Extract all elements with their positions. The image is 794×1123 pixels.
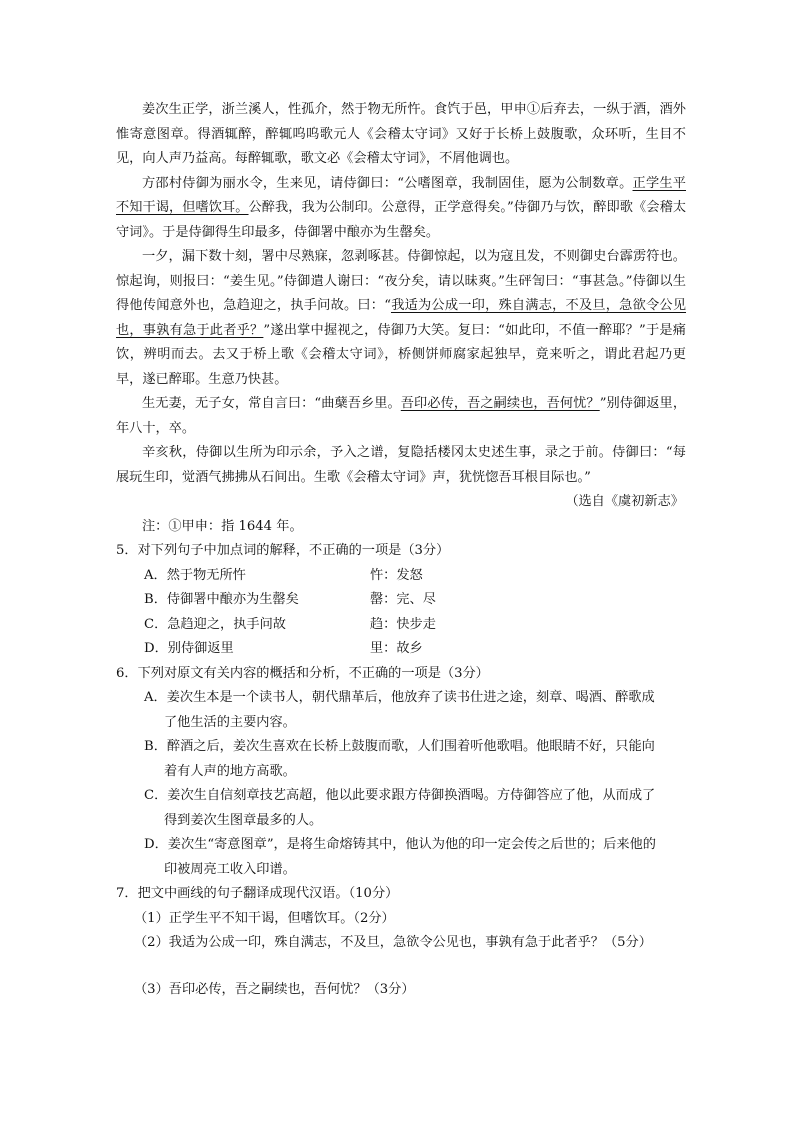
paragraph-4-text-a: 生无妻，无子女，常自言曰：“曲蘖吾乡里。 (142, 396, 401, 411)
q6-option-c-line-2: 得到姜次生图章最多的人。 (164, 812, 323, 828)
q5-option-c (116, 613, 686, 638)
paragraph-2-text-b: 公醉我，我为公制印。公意得，正学意得矣。”侍御乃与饮，醉即歌《会稽太守词》。于是侍御得生印最多，侍御署中酿亦为生罄矣。 (116, 200, 687, 240)
q7-sentence-2: （2）我适为公成一印，殊自满志，不及旦，急欲令公见也，事孰有急于此者乎？（5分） (134, 935, 652, 950)
q6-option-d-line-1: D．姜次生“寄意图章”，是将生命熔铸其中，他认为他的印一定会传之后世的；后来他的 (144, 837, 656, 852)
footnote: 注：①甲申：指 1644 年。 (142, 518, 303, 534)
q5-option-d-gloss: 里：故乡 (370, 641, 423, 656)
q5-option-b (116, 588, 686, 613)
source-citation: （选自《虞初新志》 (565, 494, 684, 509)
q5-option-c-text: C．急趋迎之，执手问故 (144, 616, 286, 632)
passage-paragraph-1: 姜次生正学，浙兰溪人，性孤介，然于物无所忤。食饩于邑，甲申①后弃去，一纵于酒，酒外惟寄意图章。得酒辄醉，醉辄呜呜歌元人《会稽太守词》又好于长桥上鼓腹歌，众环听，生目不见，向人声乃益高。每醉辄歌，歌文必《会稽太守词》，不屑他调也。 (116, 102, 686, 166)
paragraph-3-text-b: ”遂出掌中握视之，侍御乃大笑。复曰：“如此印，不值一醉耶？”于是痛饮，辨明而去。去又于桥上歌《会稽太守词》，桥侧饼师腐家起独早，竟来听之，谓此君起乃更早，遂已醉耶。生意乃快甚。 (116, 322, 686, 387)
passage-paragraph-4 (116, 392, 686, 441)
paragraph-2-text-a: 方邵村侍御为丽水令，生来见，请侍御曰：“公嗜图章，我制固佳，愿为公制数章。 (142, 175, 633, 191)
q5-option-c-gloss: 趋：快步走 (370, 616, 436, 632)
q6-option-b (116, 735, 686, 784)
underlined-sentence-2: 我适为公成一印，殊自满志，不及旦，急欲令公见也，事孰有急于此者乎？ (116, 298, 687, 338)
question-5-stem: 5．对下列句子中加点词的解释，不正确的一项是（3分） (116, 543, 450, 558)
exam-text (116, 98, 686, 1002)
q5-option-b-gloss: 罄：完、尽 (370, 592, 436, 607)
q7-sentence-3: （3）吾印必传，吾之嗣续也，吾何忧？（3分） (134, 981, 415, 997)
q5-option-d (116, 637, 686, 662)
q5-option-a-gloss: 忤：发怒 (370, 567, 423, 583)
q6-option-c (116, 784, 686, 833)
q5-option-d-text: D．别侍御返里 (144, 641, 234, 656)
q6-option-d-line-2: 印被周亮工收入印谱。 (164, 861, 296, 877)
underlined-sentence-3: 吾印必传，吾之嗣续也，吾何忧？ (400, 396, 600, 411)
underlined-sentence-1: 正学生平不知干谒，但嗜饮耳。 (116, 175, 686, 215)
passage-paragraph-3 (116, 245, 686, 392)
q6-option-d (116, 833, 686, 882)
q5-option-a-text: A．然于物无所忤 (144, 567, 246, 583)
q6-option-b-line-2: 着有人声的地方高歌。 (164, 763, 296, 779)
passage-paragraph-5: 辛亥秋，侍御以生所为印示余，予入之谱，复隐括楼冈太史述生事，录之于前。侍御曰：“每展玩生印，觉酒气拂拂从石间出。生歌《会稽太守词》声，犹恍惚吾耳根目际也。” (116, 445, 686, 485)
q5-option-a (116, 564, 686, 589)
question-7-stem: 7．把文中画线的句子翻译成现代汉语。（10分） (116, 886, 399, 901)
q6-option-a-line-2: 了他生活的主要内容。 (164, 714, 296, 730)
question-6-stem: 6．下列对原文有关内容的概括和分析，不正确的一项是（3分） (116, 665, 489, 681)
paragraph-4-text-b: ”别侍御返里，年八十，卒。 (116, 396, 687, 436)
q6-option-b-line-1: B．醉酒之后，姜次生喜欢在长桥上鼓腹而歌，人们围着听他歌唱。他眼睛不好，只能向 (144, 739, 655, 754)
q6-option-c-line-1: C．姜次生自信刻章技艺高超，他以此要求跟方侍御换酒喝。方侍御答应了他，从而成了 (144, 788, 656, 803)
q7-sentence-1: （1）正学生平不知干谒，但嗜饮耳。（2分） (134, 910, 395, 926)
paragraph-3-text-a: 一夕，漏下数十刻，署中尽熟寐，忽剥啄甚。侍御惊起，以为寇且发，不则御史台霹雳符也。惊起询，则报曰：“姜生见。”侍御遣人谢曰：“夜分矣，请以昧爽。”生砰訇曰：“事甚急。”侍御以生得他传闻意外也，急趋迎之，执手问故。曰：“ (116, 249, 686, 313)
q5-option-b-text: B．侍御署中酿亦为生罄矣 (144, 592, 299, 607)
answer-space (116, 956, 686, 978)
passage-paragraph-2 (116, 172, 686, 246)
q6-option-a (116, 686, 686, 735)
q6-option-a-line-1: A．姜次生本是一个读书人，朝代鼎革后，他放弃了读书仕进之途，刻章、喝酒、醉歌成 (144, 690, 655, 705)
